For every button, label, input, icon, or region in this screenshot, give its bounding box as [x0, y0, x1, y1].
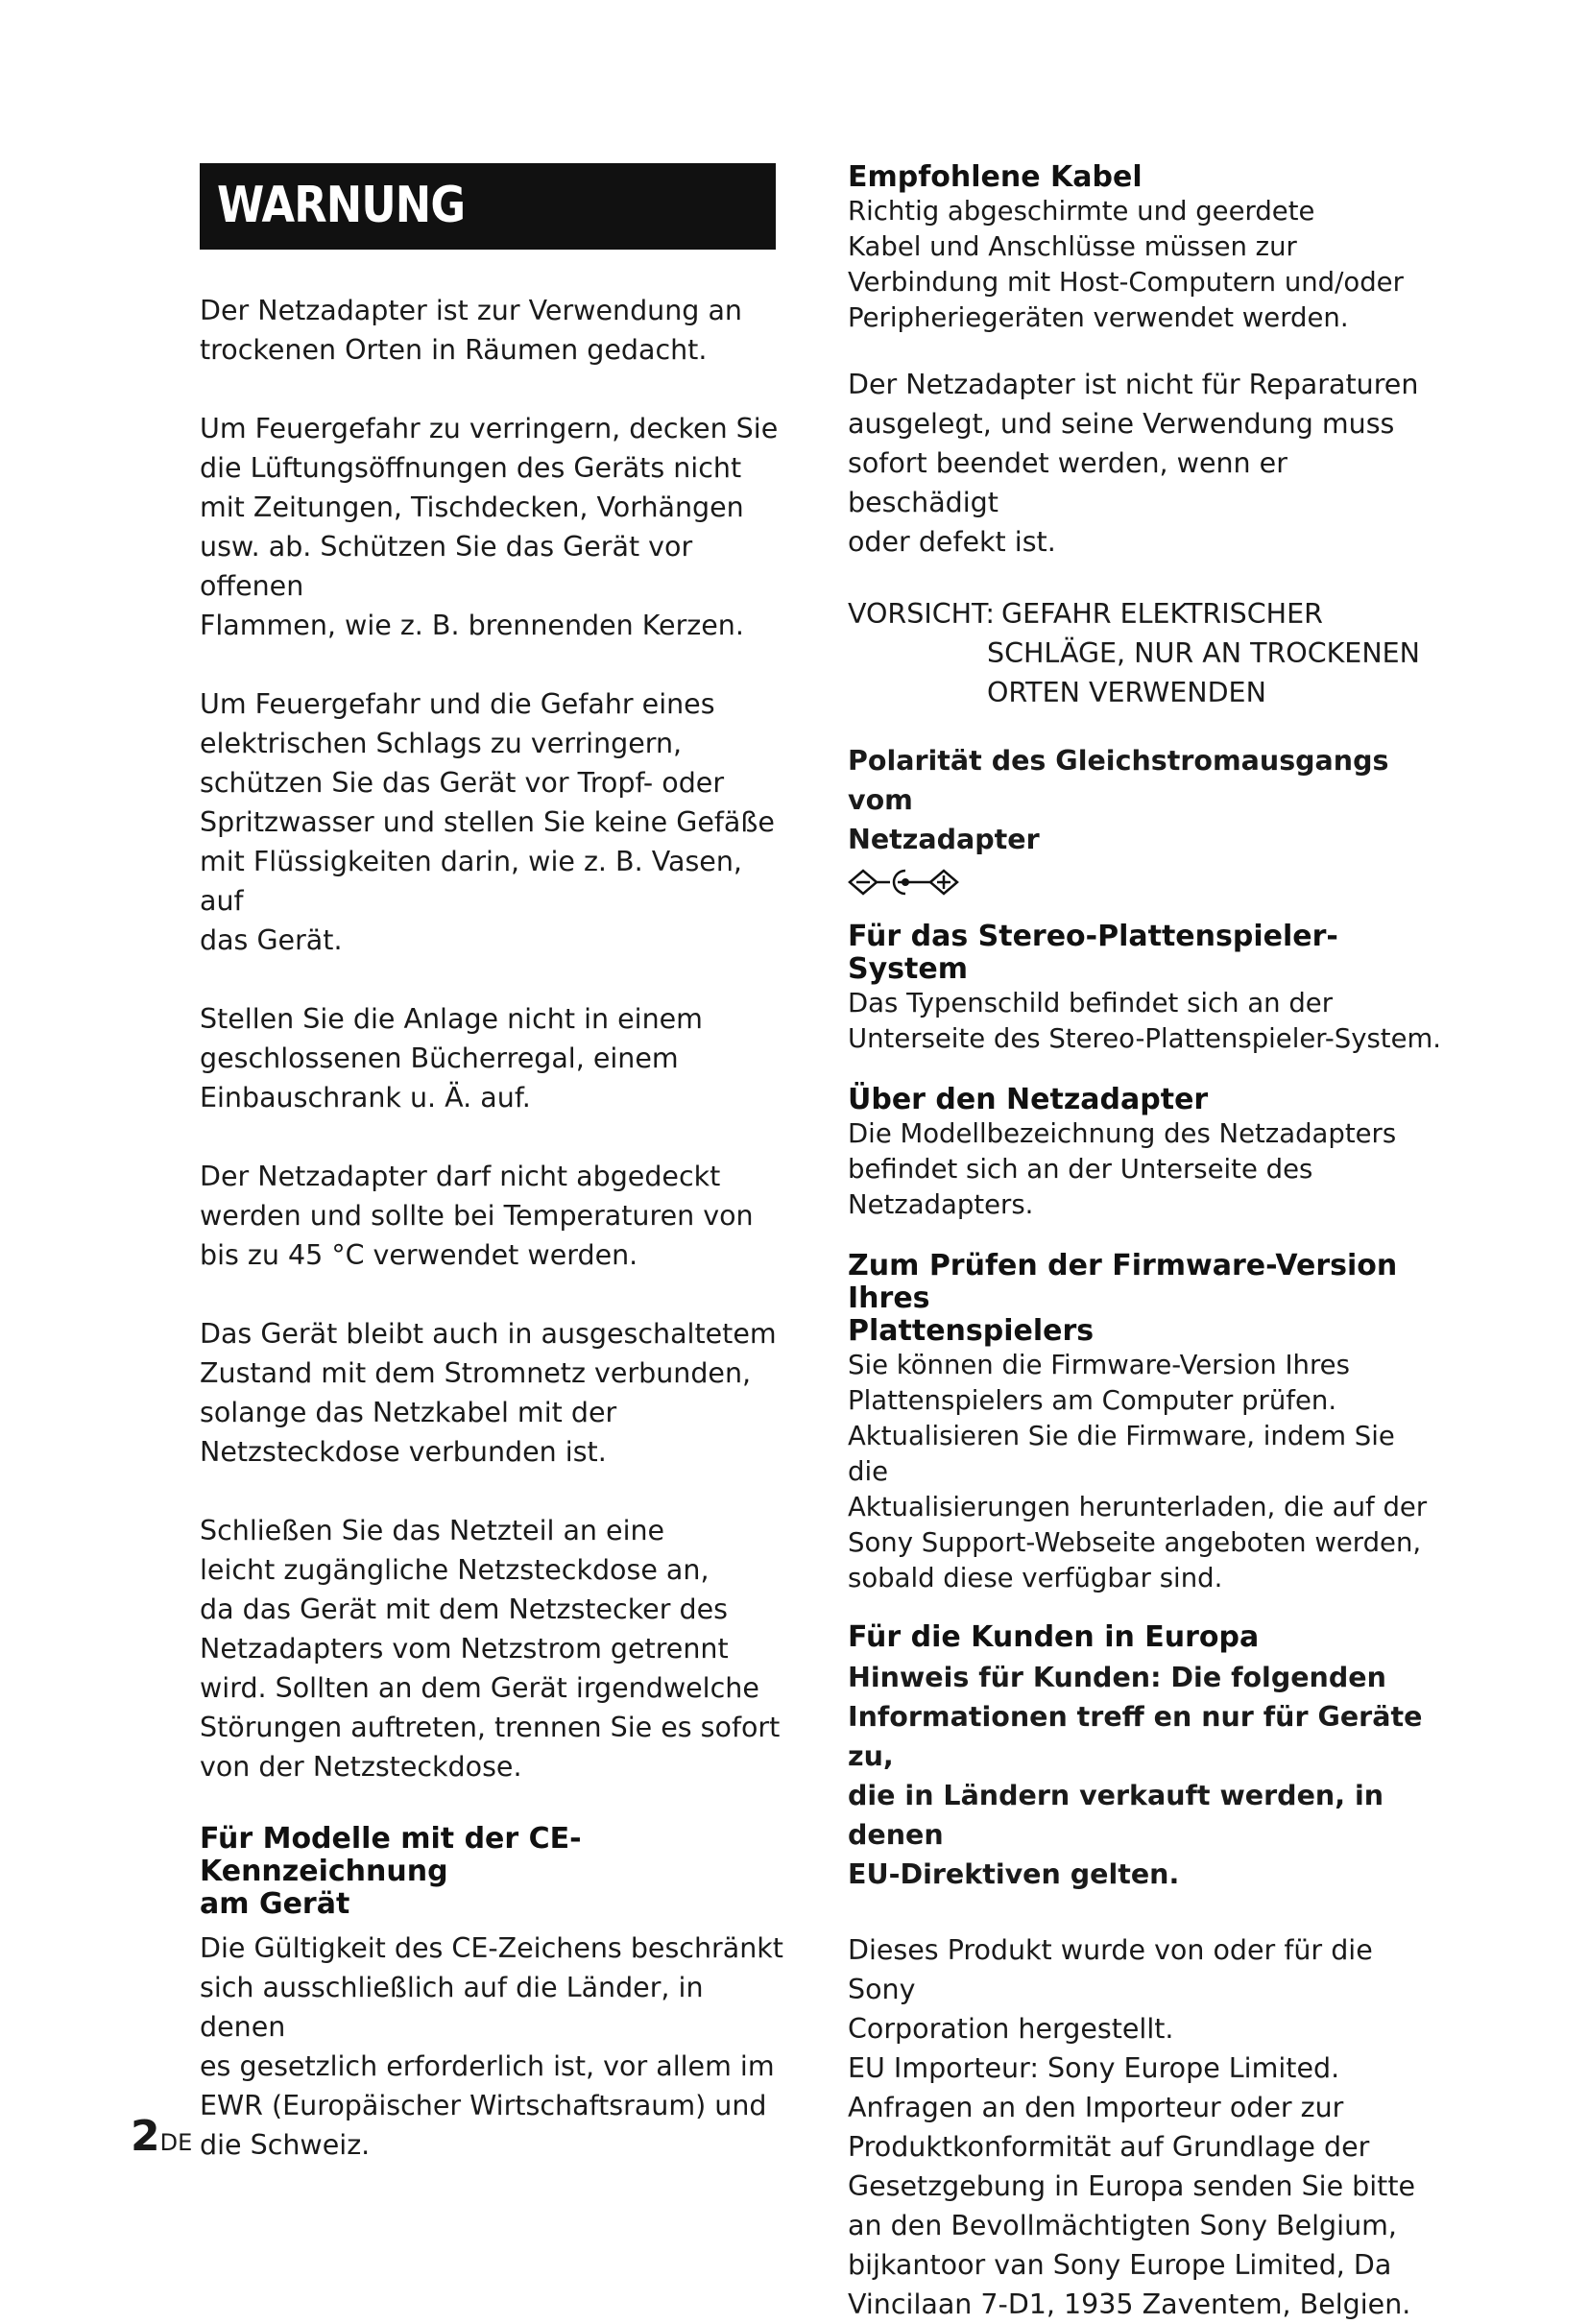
warning-title: WARNUNG — [217, 177, 466, 234]
caution-rest: SCHLÄGE, NUR AN TROCKENEN ORTEN VERWENDEN — [987, 637, 1420, 708]
warning-paragraph-4: Stellen Sie die Anlage nicht in einem geschlossenen Bücherregal, einem Einbauschrank u. Ä. auf. — [200, 1003, 703, 1114]
right-column — [848, 161, 1443, 2324]
europe-heading: Für die Kunden in Europa — [848, 1620, 1260, 1654]
firmware-heading: Zum Prüfen der Firmware-Version Ihres Plattenspielers — [848, 1249, 1398, 1348]
warning-paragraph-5: Der Netzadapter darf nicht abgedeckt werden und sollte bei Temperaturen von bis zu 45 °C verwendet werden. — [200, 1161, 754, 1271]
polarity-heading: Polarität des Gleichstromausgangs vom Netzadapter — [848, 745, 1389, 855]
warning-paragraph-3: Um Feuergefahr und die Gefahr eines elektrischen Schlags zu verringern, schützen Sie das Gerät vor Tropf- oder Spritzwasser und stellen Sie keine Gefäße mit Flüssigkeiten darin, wie z. B. Vasen, auf das Gerät. — [200, 688, 775, 956]
europe-notice: Hinweis für Kunden: Die folgenden Informationen treff en nur für Geräte zu, die in Ländern verkauft werden, in denen EU-Direktiven gelten. — [848, 1662, 1423, 1890]
caution-line-1: GEFAHR ELEKTRISCHER — [1001, 598, 1323, 630]
page-number-value: 2 — [131, 2112, 160, 2161]
warning-paragraph-1: Der Netzadapter ist zur Verwendung an trockenen Orten in Räumen gedacht. — [200, 295, 742, 366]
cable-heading: Empfohlene Kabel — [848, 160, 1143, 194]
europe-text: Dieses Produkt wurde von oder für die Sony Corporation hergestellt. EU Importeur: Sony Europe Limited. Anfragen an den Importeur oder zur Produktkonformität auf Grundlage der Gesetzgebung in Europa senden Sie bitte an den Bevollmächtigten Sony Belgium, bijkantoor van Sony Europe Limited, Da Vincilaan 7-D1, 1935 Zaventem, Belgien. — [848, 1934, 1416, 2320]
turntable-heading: Für das Stereo-Plattenspieler-System — [848, 920, 1338, 986]
repair-text: Der Netzadapter ist nicht für Reparaturen ausgelegt, und seine Verwendung muss sofort beendet werden, wenn er beschädigt oder defekt ist. — [848, 369, 1419, 558]
warning-title-box — [200, 163, 776, 250]
firmware-text: Sie können die Firmware-Version Ihres Plattenspielers am Computer prüfen. Aktualisieren Sie die Firmware, indem Sie die Aktualisierungen herunterladen, die auf der Sony Support-Webseite angeboten werden, sobald diese verfügbar sind. — [848, 1350, 1428, 1593]
page-number — [131, 2112, 192, 2161]
warning-paragraph-6: Das Gerät bleibt auch in ausgeschaltetem Zustand mit dem Stromnetz verbunden, solange das Netzkabel mit der Netzsteckdose verbunden ist. — [200, 1318, 777, 1468]
caution-label: VORSICHT: — [848, 598, 995, 630]
ce-heading: Für Modelle mit der CE-Kennzeichnung am Gerät — [200, 1822, 582, 1921]
warning-paragraph-2: Um Feuergefahr zu verringern, decken Sie die Lüftungsöffnungen des Geräts nicht mit Zeitungen, Tischdecken, Vorhängen usw. ab. Schützen Sie das Gerät vor offenen Flammen, wie z. B. brennenden Kerzen. — [200, 413, 779, 641]
adapter-text: Die Modellbezeichnung des Netzadapters befindet sich an der Unterseite des Netzadapters. — [848, 1118, 1397, 1220]
caution-block — [848, 594, 1443, 634]
warning-paragraph-7: Schließen Sie das Netzteil an eine leicht zugängliche Netzsteckdose an, da das Gerät mit dem Netzstecker des Netzadapters vom Netzstrom getrennt wird. Sollten an dem Gerät irgendwelche Störungen auftreten, trennen Sie es sofort von der Netzsteckdose. — [200, 1515, 781, 1783]
turntable-text: Das Typenschild befindet sich an der Unterseite des Stereo-Plattenspieler-System. — [848, 988, 1442, 1054]
cable-text: Richtig abgeschirmte und geerdete Kabel und Anschlüsse müssen zur Verbindung mit Host-Computern und/oder Peripheriegeräten verwendet werden. — [848, 196, 1404, 333]
adapter-heading: Über den Netzadapter — [848, 1083, 1209, 1116]
left-column — [200, 163, 785, 2165]
page-language-code: DE — [159, 2128, 193, 2156]
ce-text: Die Gültigkeit des CE-Zeichens beschränkt sich ausschließlich auf die Länder, in denen es gesetzlich erforderlich ist, vor allem im EWR (Europäischer Wirtschaftsraum) und die Schweiz. — [200, 1932, 783, 2161]
dc-polarity-icon — [848, 863, 963, 901]
